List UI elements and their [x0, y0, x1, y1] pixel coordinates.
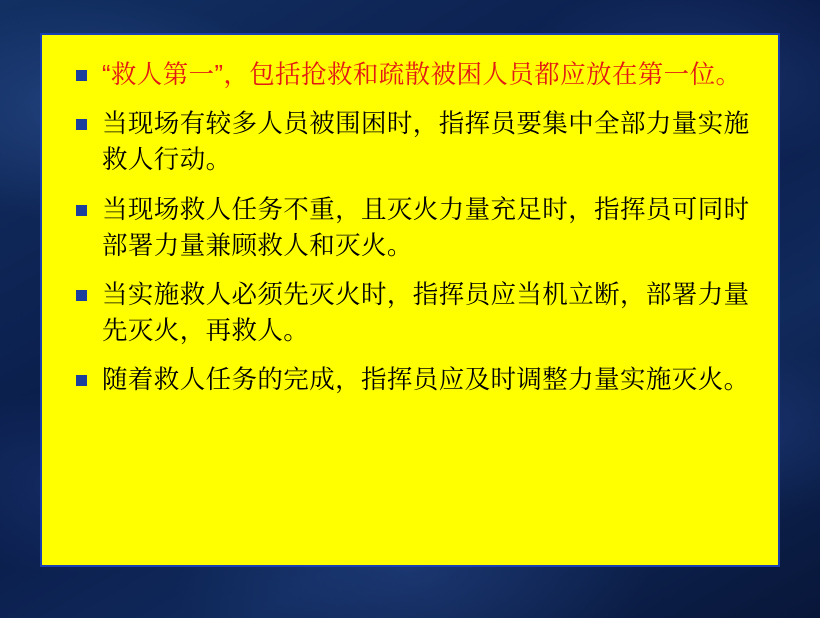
bullet-list [68, 57, 752, 399]
list-item [68, 277, 752, 349]
square-bullet-icon [76, 70, 87, 81]
square-bullet-icon [76, 290, 87, 301]
list-item-text: 当现场有较多人员被围困时，指挥员要集中全部力量实施救人行动。 [102, 110, 750, 175]
square-bullet-icon [76, 119, 87, 130]
list-item-text: 随着救人任务的完成，指挥员应及时调整力量实施灭火。 [102, 366, 750, 395]
list-item [68, 362, 752, 398]
list-item-text: 当实施救人必须先灭火时，指挥员应当机立断，部署力量先灭火，再救人。 [102, 281, 750, 346]
square-bullet-icon [76, 205, 87, 216]
list-item [68, 106, 752, 178]
content-panel [40, 33, 780, 567]
list-item [68, 57, 752, 93]
list-item-text: 当现场救人任务不重，且灭火力量充足时，指挥员可同时部署力量兼顾救人和灭火。 [102, 195, 750, 260]
square-bullet-icon [76, 375, 87, 386]
list-item-text: “救人第一”，包括抢救和疏散被困人员都应放在第一位。 [102, 61, 742, 89]
list-item [68, 192, 752, 264]
